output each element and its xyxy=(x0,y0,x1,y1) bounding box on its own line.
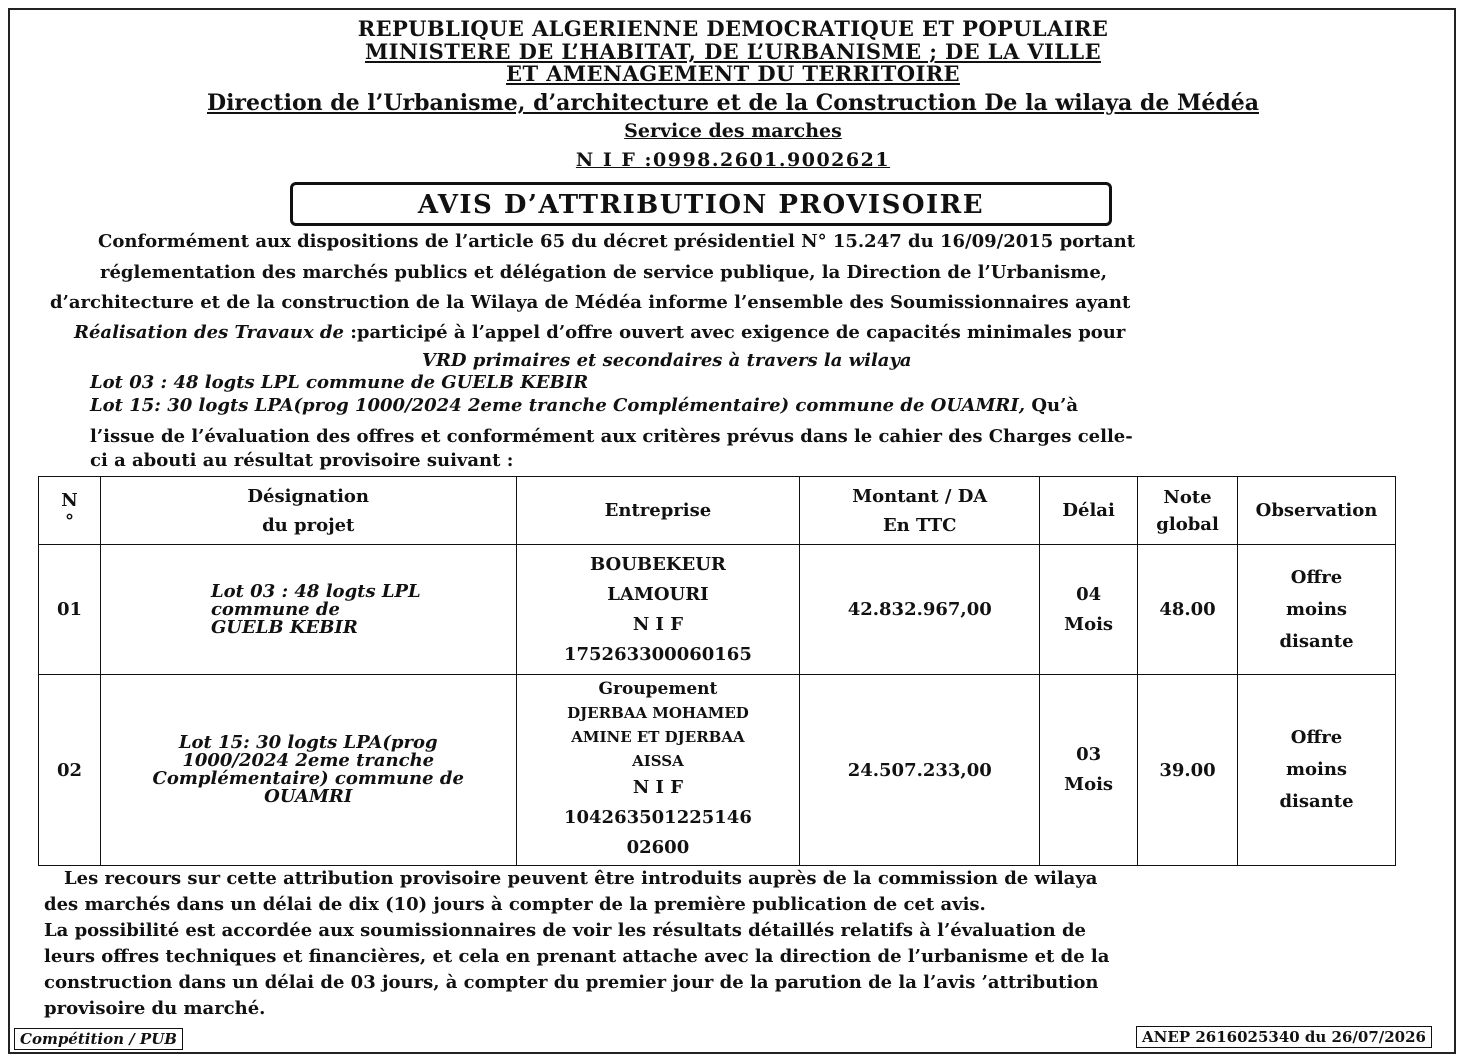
intro-line-2: réglementation des marchés publics et délégation de service publique, la Direction de l’Urbanisme, xyxy=(100,262,1108,283)
intro-lot-15 xyxy=(90,395,1078,416)
intro-line-4 xyxy=(74,322,1125,343)
row-delai: 03 Mois xyxy=(1040,675,1138,866)
table-row xyxy=(39,545,1396,675)
intro-travaux-label: Réalisation des Travaux de xyxy=(74,322,344,343)
intro-line-8: l’issue de l’évaluation des offres et conformément aux critères prévus dans le cahier des Charges celle- xyxy=(90,426,1133,447)
row-no: 02 xyxy=(39,675,101,866)
header-note: Note global xyxy=(1138,477,1238,545)
footer-line-2: des marchés dans un délai de dix (10) jours à compter de la première publication de cet avis. xyxy=(44,894,986,915)
intro-line-3: d’architecture et de la construction de la Wilaya de Médéa informe l’ensemble des Soumissionnaires ayant xyxy=(50,292,1131,313)
row-observation: Offre moins disante xyxy=(1238,545,1396,675)
results-table xyxy=(38,476,1396,866)
row-delai: 04 Mois xyxy=(1040,545,1138,675)
header-republic: REPUBLIQUE ALGERIENNE DEMOCRATIQUE ET POPULAIRE xyxy=(357,16,1109,41)
intro-line-9: ci a abouti au résultat provisoire suivant : xyxy=(90,450,514,471)
header-direction: Direction de l’Urbanisme, d’architecture et de la Construction De la wilaya de Médéa xyxy=(207,90,1259,116)
header-designation: Désignation du projet xyxy=(100,477,516,545)
header-service: Service des marches xyxy=(624,120,842,142)
header-ministry: MINISTERE DE L’HABITAT, DE L’URBANISME ; DE LA VILLE xyxy=(364,39,1102,64)
header-delai: Délai xyxy=(1040,477,1138,545)
row-observation: Offre moins disante xyxy=(1238,675,1396,866)
row-entreprise: Groupement DJERBAA MOHAMED AMINE ET DJERBAA AISSA N I F 104263501225146 02600 xyxy=(516,675,800,866)
intro-lot-15-text: Lot 15: 30 logts LPA(prog 1000/2024 2eme tranche Complémentaire) commune de OUAMRI, xyxy=(90,395,1026,416)
row-designation: Lot 15: 30 logts LPA(prog 1000/2024 2eme tranche Complémentaire) commune de OUAMRI xyxy=(100,675,516,866)
intro-line-4-rest: :participé à l’appel d’offre ouvert avec exigence de capacités minimales pour xyxy=(343,322,1126,343)
header-nif: N I F :0998.2601.9002621 xyxy=(575,149,891,171)
notice-title: AVIS D’ATTRIBUTION PROVISOIRE xyxy=(290,182,1112,226)
row-designation: Lot 03 : 48 logts LPL commune de GUELB KEBIR xyxy=(100,545,516,675)
header-ministry-cont: ET AMENAGEMENT DU TERRITOIRE xyxy=(506,61,960,86)
row-montant: 42.832.967,00 xyxy=(800,545,1040,675)
anep-reference: ANEP 2616025340 du 26/07/2026 xyxy=(1136,1026,1432,1048)
table-header-row xyxy=(39,477,1396,545)
table-row xyxy=(39,675,1396,866)
footer-line-5: construction dans un délai de 03 jours, à compter du premier jour de la parution de la l’avis ’attribution xyxy=(44,972,1099,993)
competition-tag: Compétition / PUB xyxy=(14,1028,183,1050)
intro-line-1: Conformément aux dispositions de l’article 65 du décret présidentiel N° 15.247 du 16/09/2015 portant xyxy=(98,231,1136,252)
footer-line-6: provisoire du marché. xyxy=(44,998,266,1019)
intro-lot-15-tail: Qu’à xyxy=(1025,395,1079,416)
row-entreprise: BOUBEKEUR LAMOURI N I F 175263300060165 xyxy=(516,545,800,675)
footer-line-3: La possibilité est accordée aux soumissionnaires de voir les résultats détaillés relatifs à l’évaluation de xyxy=(44,920,1086,941)
row-montant: 24.507.233,00 xyxy=(800,675,1040,866)
header-montant: Montant / DA En TTC xyxy=(800,477,1040,545)
intro-vrd: VRD primaires et secondaires à travers la wilaya xyxy=(422,350,912,371)
row-note: 48.00 xyxy=(1138,545,1238,675)
row-no: 01 xyxy=(39,545,101,675)
header-entreprise: Entreprise xyxy=(516,477,800,545)
intro-lot-03: Lot 03 : 48 logts LPL commune de GUELB KEBIR xyxy=(90,372,589,393)
header-observation: Observation xyxy=(1238,477,1396,545)
footer-line-1: Les recours sur cette attribution provisoire peuvent être introduits auprès de la commission de wilaya xyxy=(64,868,1098,889)
header-no: N ° xyxy=(39,477,101,545)
row-note: 39.00 xyxy=(1138,675,1238,866)
footer-line-4: leurs offres techniques et financières, et cela en prenant attache avec la direction de l’urbanisme et de la xyxy=(44,946,1110,967)
